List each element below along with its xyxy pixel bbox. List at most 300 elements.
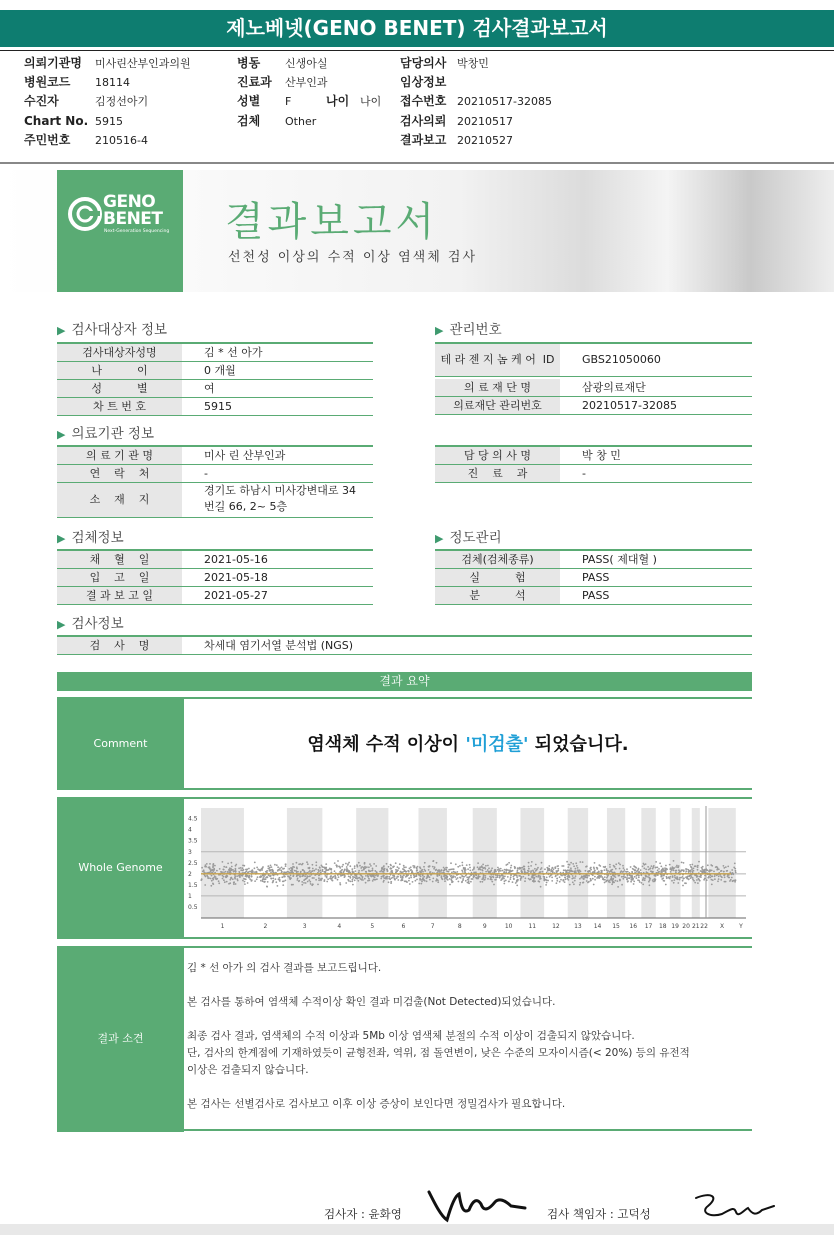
data-point bbox=[270, 878, 272, 880]
data-point bbox=[339, 884, 341, 886]
data-point bbox=[405, 866, 407, 868]
data-point bbox=[367, 874, 369, 876]
data-point bbox=[209, 863, 211, 865]
data-point bbox=[682, 885, 684, 887]
data-point bbox=[609, 880, 611, 882]
qc-table bbox=[435, 549, 752, 605]
data-point bbox=[497, 867, 499, 869]
header-value: 박창민 bbox=[457, 57, 489, 70]
data-point bbox=[517, 870, 519, 872]
x-tick-label: X bbox=[720, 923, 725, 930]
data-point bbox=[247, 882, 249, 884]
data-point bbox=[502, 875, 504, 877]
data-point bbox=[624, 869, 626, 871]
data-point bbox=[637, 870, 639, 872]
data-point bbox=[229, 870, 231, 872]
header-key: 병원코드 bbox=[24, 75, 71, 89]
data-point bbox=[305, 882, 307, 884]
data-point bbox=[621, 884, 623, 886]
data-point bbox=[642, 866, 644, 868]
data-point bbox=[588, 875, 590, 877]
data-point bbox=[460, 877, 462, 879]
data-point bbox=[244, 881, 246, 883]
data-point bbox=[251, 880, 253, 882]
data-point bbox=[487, 869, 489, 871]
data-point bbox=[487, 865, 489, 867]
data-point bbox=[615, 868, 617, 870]
data-point bbox=[402, 876, 404, 878]
row-label: 결 과 보 고 일 bbox=[57, 587, 182, 604]
data-point bbox=[212, 864, 214, 866]
row-value: PASS( 제대혈 ) bbox=[582, 553, 657, 566]
data-point bbox=[315, 865, 317, 867]
data-point bbox=[292, 863, 294, 865]
data-point bbox=[283, 876, 285, 878]
data-point bbox=[275, 881, 277, 883]
data-point bbox=[364, 866, 366, 868]
data-point bbox=[428, 869, 430, 871]
data-point bbox=[243, 869, 245, 871]
data-point bbox=[277, 885, 279, 887]
x-tick-label: 1 bbox=[220, 923, 225, 930]
y-tick-label: 2 bbox=[188, 870, 192, 878]
data-point bbox=[399, 863, 401, 865]
header-value: 210516-4 bbox=[95, 134, 148, 147]
data-point bbox=[462, 864, 464, 866]
data-point bbox=[273, 875, 275, 877]
data-point bbox=[700, 870, 702, 872]
chromosome-band bbox=[201, 808, 244, 918]
data-point bbox=[577, 867, 579, 869]
finding-paragraph: 최종 검사 결과, 염색체의 수적 이상과 5Mb 이상 염색체 분절의 수적 이상이 검출되지 않았습니다. 단, 검사의 한계점에 기재하였듯이 균형전좌, 역위, 점 돌연변이, 낮은 수준의 모자이시즘(< 20%) 등의 유전적 이상은 검출되지 않습니다. bbox=[187, 1030, 690, 1076]
data-point bbox=[292, 867, 294, 869]
header-key: 담당의사 bbox=[400, 56, 447, 70]
row-value: 2021-05-18 bbox=[204, 571, 268, 584]
data-point bbox=[588, 881, 590, 883]
data-point bbox=[248, 868, 250, 870]
data-point bbox=[372, 868, 374, 870]
data-point bbox=[505, 864, 507, 866]
data-point bbox=[513, 874, 515, 876]
data-point bbox=[232, 878, 234, 880]
header-value: 나이 bbox=[360, 95, 382, 108]
data-point bbox=[516, 871, 518, 873]
data-point bbox=[291, 872, 293, 874]
data-point bbox=[643, 867, 645, 869]
data-point bbox=[670, 871, 672, 873]
data-point bbox=[434, 866, 436, 868]
data-point bbox=[481, 865, 483, 867]
data-point bbox=[361, 877, 363, 879]
data-point bbox=[368, 866, 370, 868]
data-point bbox=[231, 866, 233, 868]
data-point bbox=[231, 877, 233, 879]
data-point bbox=[266, 872, 268, 874]
data-point bbox=[592, 874, 594, 876]
genome-label: Whole Genome bbox=[57, 797, 184, 939]
data-point bbox=[400, 875, 402, 877]
data-point bbox=[296, 875, 298, 877]
chromosome-band bbox=[708, 808, 735, 918]
data-point bbox=[209, 866, 211, 868]
data-point bbox=[362, 879, 364, 881]
data-point bbox=[416, 870, 418, 872]
data-point bbox=[279, 880, 281, 882]
data-point bbox=[572, 863, 574, 865]
data-point bbox=[623, 867, 625, 869]
divider bbox=[184, 797, 752, 799]
data-point bbox=[617, 880, 619, 882]
data-point bbox=[423, 879, 425, 881]
data-point bbox=[660, 866, 662, 868]
data-point bbox=[408, 880, 410, 882]
data-point bbox=[531, 876, 533, 878]
data-point bbox=[330, 875, 332, 877]
data-point bbox=[358, 862, 360, 864]
data-point bbox=[315, 868, 317, 870]
row-value: 김 * 선 아가 bbox=[204, 346, 263, 359]
data-point bbox=[543, 876, 545, 878]
data-point bbox=[341, 866, 343, 868]
data-point bbox=[211, 875, 213, 877]
data-point bbox=[361, 870, 363, 872]
data-point bbox=[636, 877, 638, 879]
data-point bbox=[634, 876, 636, 878]
data-point bbox=[270, 865, 272, 867]
data-point bbox=[351, 868, 353, 870]
data-point bbox=[534, 868, 536, 870]
data-point bbox=[619, 879, 621, 881]
data-point bbox=[535, 864, 537, 866]
data-point bbox=[659, 862, 661, 864]
data-point bbox=[356, 878, 358, 880]
data-point bbox=[468, 880, 470, 882]
data-point bbox=[481, 878, 483, 880]
data-point bbox=[364, 863, 366, 865]
data-point bbox=[583, 875, 585, 877]
data-point bbox=[583, 882, 585, 884]
data-point bbox=[571, 878, 573, 880]
data-point bbox=[296, 879, 298, 881]
data-point bbox=[610, 871, 612, 873]
data-point bbox=[556, 880, 558, 882]
data-point bbox=[397, 879, 399, 881]
data-point bbox=[469, 867, 471, 869]
data-point bbox=[535, 876, 537, 878]
data-point bbox=[544, 868, 546, 870]
header-key: 성별 bbox=[237, 94, 261, 108]
data-point bbox=[701, 868, 703, 870]
data-point bbox=[735, 872, 737, 874]
data-point bbox=[259, 870, 261, 872]
row-value: 경기도 하남시 미사강변대로 34 번길 66, 2~ 5층 bbox=[204, 484, 356, 513]
row-label: 검체(검체종류) bbox=[435, 551, 560, 568]
data-point bbox=[528, 874, 530, 876]
row-value: 0 개월 bbox=[204, 364, 236, 377]
data-point bbox=[669, 876, 671, 878]
header-value: 18114 bbox=[95, 76, 130, 89]
data-point bbox=[453, 868, 455, 870]
data-point bbox=[697, 866, 699, 868]
data-point bbox=[452, 875, 454, 877]
data-point bbox=[201, 867, 203, 869]
data-point bbox=[439, 869, 441, 871]
data-point bbox=[704, 878, 706, 880]
header-key: 주민번호 bbox=[24, 133, 71, 147]
data-point bbox=[293, 875, 295, 877]
data-point bbox=[724, 876, 726, 878]
row-label: 분 석 bbox=[435, 587, 560, 604]
data-point bbox=[579, 878, 581, 880]
data-point bbox=[532, 880, 534, 882]
data-point bbox=[652, 881, 654, 883]
data-point bbox=[679, 879, 681, 881]
chromosome-band bbox=[418, 808, 446, 918]
data-point bbox=[639, 881, 641, 883]
data-point bbox=[556, 882, 558, 884]
data-point bbox=[677, 866, 679, 868]
findings-label: 결과 소견 bbox=[57, 946, 184, 1132]
data-point bbox=[392, 866, 394, 868]
data-point bbox=[381, 876, 383, 878]
comment-text-part: 되었습니다. bbox=[528, 734, 629, 755]
data-point bbox=[707, 869, 709, 871]
data-point bbox=[627, 875, 629, 877]
data-point bbox=[225, 871, 227, 873]
data-point bbox=[290, 875, 292, 877]
data-point bbox=[546, 867, 548, 869]
data-point bbox=[335, 876, 337, 878]
data-point bbox=[697, 865, 699, 867]
data-point bbox=[450, 875, 452, 877]
data-point bbox=[493, 884, 495, 886]
data-point bbox=[493, 876, 495, 878]
data-point bbox=[334, 862, 336, 864]
data-point bbox=[482, 881, 484, 883]
data-point bbox=[260, 880, 262, 882]
data-point bbox=[388, 866, 390, 868]
data-point bbox=[665, 870, 667, 872]
header-key: 임상정보 bbox=[400, 75, 447, 89]
data-point bbox=[256, 878, 258, 880]
data-point bbox=[396, 877, 398, 879]
header-key: Chart No. bbox=[24, 114, 89, 128]
data-point bbox=[447, 876, 449, 878]
data-point bbox=[312, 877, 314, 879]
data-point bbox=[619, 864, 621, 866]
data-point bbox=[269, 867, 271, 869]
data-point bbox=[698, 861, 700, 863]
data-point bbox=[657, 869, 659, 871]
data-point bbox=[630, 877, 632, 879]
x-tick-label: 11 bbox=[528, 923, 537, 930]
data-point bbox=[568, 870, 570, 872]
data-point bbox=[397, 876, 399, 878]
data-point bbox=[570, 862, 572, 864]
data-point bbox=[398, 867, 400, 869]
data-point bbox=[397, 869, 399, 871]
data-point bbox=[297, 878, 299, 880]
data-point bbox=[696, 879, 698, 881]
data-point bbox=[326, 881, 328, 883]
data-point bbox=[685, 876, 687, 878]
row-value: 5915 bbox=[204, 400, 232, 413]
data-point bbox=[574, 877, 576, 879]
data-point bbox=[550, 875, 552, 877]
data-point bbox=[632, 878, 634, 880]
data-point bbox=[381, 871, 383, 873]
row-label: 성 별 bbox=[57, 380, 182, 397]
data-point bbox=[640, 874, 642, 876]
data-point bbox=[550, 870, 552, 872]
data-point bbox=[561, 875, 563, 877]
data-point bbox=[556, 865, 558, 867]
data-point bbox=[356, 875, 358, 877]
data-point bbox=[489, 871, 491, 873]
data-point bbox=[420, 876, 422, 878]
data-point bbox=[620, 870, 622, 872]
data-point bbox=[661, 869, 663, 871]
section-title-test bbox=[57, 612, 124, 632]
data-point bbox=[690, 866, 692, 868]
data-point bbox=[210, 878, 212, 880]
data-point bbox=[491, 881, 493, 883]
data-point bbox=[272, 880, 274, 882]
divider bbox=[0, 162, 834, 164]
data-point bbox=[229, 882, 231, 884]
data-point bbox=[370, 865, 372, 867]
data-point bbox=[589, 870, 591, 872]
data-point bbox=[222, 875, 224, 877]
data-point bbox=[206, 875, 208, 877]
data-point bbox=[642, 884, 644, 886]
data-point bbox=[420, 883, 422, 885]
data-point bbox=[409, 883, 411, 885]
data-point bbox=[282, 868, 284, 870]
data-point bbox=[309, 875, 311, 877]
data-point bbox=[632, 868, 634, 870]
data-point bbox=[538, 881, 540, 883]
data-point bbox=[296, 862, 298, 864]
data-point bbox=[702, 866, 704, 868]
data-point bbox=[315, 861, 317, 863]
data-point bbox=[346, 866, 348, 868]
data-point bbox=[581, 876, 583, 878]
data-point bbox=[681, 862, 683, 864]
data-point bbox=[713, 871, 715, 873]
data-point bbox=[404, 869, 406, 871]
data-point bbox=[322, 869, 324, 871]
data-point bbox=[509, 878, 511, 880]
data-point bbox=[257, 876, 259, 878]
data-point bbox=[631, 872, 633, 874]
arrow-icon: ▶ bbox=[57, 618, 66, 631]
data-point bbox=[356, 864, 358, 866]
findings-text bbox=[187, 960, 747, 1130]
data-point bbox=[473, 868, 475, 870]
data-point bbox=[472, 878, 474, 880]
data-point bbox=[695, 865, 697, 867]
data-point bbox=[421, 869, 423, 871]
data-point bbox=[557, 868, 559, 870]
data-point bbox=[651, 865, 653, 867]
data-point bbox=[444, 880, 446, 882]
table-row bbox=[435, 551, 752, 569]
data-point bbox=[570, 867, 572, 869]
data-point bbox=[414, 865, 416, 867]
section-title-patient bbox=[57, 318, 167, 338]
data-point bbox=[629, 875, 631, 877]
data-point bbox=[313, 870, 315, 872]
data-point bbox=[308, 871, 310, 873]
data-point bbox=[318, 877, 320, 879]
data-point bbox=[658, 868, 660, 870]
institution-table bbox=[57, 445, 373, 519]
divider bbox=[184, 946, 752, 948]
data-point bbox=[383, 866, 385, 868]
data-point bbox=[540, 878, 542, 880]
data-point bbox=[655, 874, 657, 876]
table-row bbox=[57, 344, 373, 362]
data-point bbox=[321, 865, 323, 867]
data-point bbox=[365, 871, 367, 873]
data-point bbox=[404, 880, 406, 882]
x-tick-label: 13 bbox=[574, 923, 582, 930]
x-tick-label: 19 bbox=[671, 923, 679, 930]
data-point bbox=[726, 870, 728, 872]
data-point bbox=[546, 882, 548, 884]
data-point bbox=[683, 870, 685, 872]
data-point bbox=[444, 877, 446, 879]
data-point bbox=[272, 877, 274, 879]
data-point bbox=[733, 867, 735, 869]
data-point bbox=[235, 868, 237, 870]
data-point bbox=[533, 877, 535, 879]
data-point bbox=[274, 864, 276, 866]
x-tick-label: 14 bbox=[593, 923, 602, 930]
data-point bbox=[645, 868, 647, 870]
data-point bbox=[515, 882, 517, 884]
data-point bbox=[645, 863, 647, 865]
data-point bbox=[423, 866, 425, 868]
data-point bbox=[251, 870, 253, 872]
management-table bbox=[435, 342, 752, 414]
data-point bbox=[578, 871, 580, 873]
data-point bbox=[332, 877, 334, 879]
header-value: 김정선아기 bbox=[95, 95, 149, 108]
section-title-qc bbox=[435, 526, 502, 546]
data-point bbox=[317, 884, 319, 886]
data-point bbox=[222, 861, 224, 863]
data-point bbox=[517, 868, 519, 870]
data-point bbox=[524, 871, 526, 873]
table-row bbox=[57, 551, 373, 569]
data-point bbox=[693, 870, 695, 872]
data-point bbox=[680, 877, 682, 879]
patient-table bbox=[57, 342, 373, 414]
data-point bbox=[466, 877, 468, 879]
data-point bbox=[246, 870, 248, 872]
data-point bbox=[710, 864, 712, 866]
data-point bbox=[599, 865, 601, 867]
data-point bbox=[236, 875, 238, 877]
data-point bbox=[450, 862, 452, 864]
data-point bbox=[669, 878, 671, 880]
data-point bbox=[339, 867, 341, 869]
data-point bbox=[326, 877, 328, 879]
arrow-icon: ▶ bbox=[435, 324, 444, 337]
data-point bbox=[575, 862, 577, 864]
